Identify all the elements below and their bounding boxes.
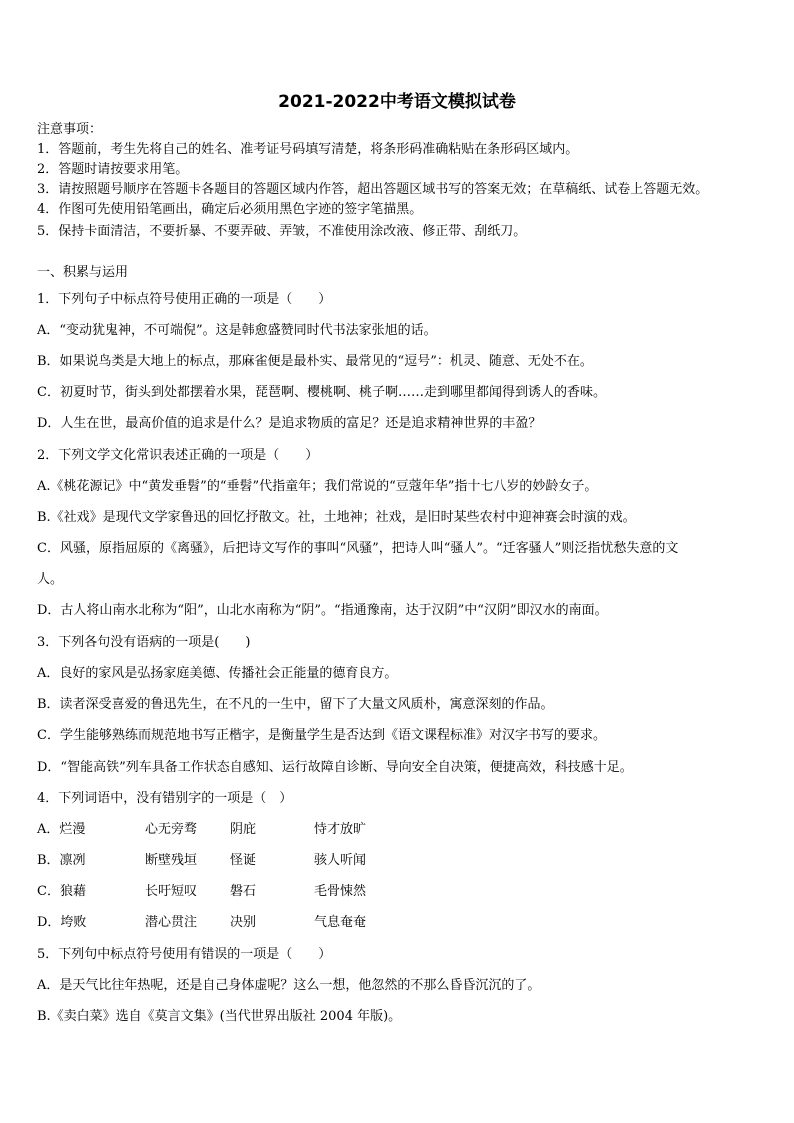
option-c-continued: 人。: [37, 572, 64, 587]
question-stem: 5．下列句中标点符号使用有错误的一项是（ ）: [37, 947, 332, 962]
option-c: C．初夏时节，街头到处都摆着水果，琵琶啊、樱桃啊、桃子啊……走到哪里都闻得到诱人的香味。: [37, 385, 606, 400]
section-heading: 一、积累与运用: [37, 265, 129, 280]
option-d: D．古人将山南水北称为“阳”，山北水南称为“阴”。“指通豫南，达于汉阴”中“汉阴”即汉水的南面。: [37, 603, 608, 618]
word-term: 怪诞: [230, 853, 257, 868]
option-d: D．人生在世，最高价值的追求是什么？是追求物质的富足？还是追求精神世界的丰盈？: [37, 416, 542, 431]
word-term: 气息奄奄: [314, 915, 367, 930]
word-term: 决别: [230, 915, 257, 930]
option-b: B．如果说鸟类是大地上的标点，那麻雀便是最朴实、最常见的“逗号”：机灵、随意、无处不在。: [37, 354, 593, 369]
question-stem: 1．下列句子中标点符号使用正确的一项是（ ）: [37, 292, 332, 307]
word-option-label: C．狼藉: [37, 884, 86, 899]
notice-item: 1．答题前，考生先将自己的姓名、准考证号码填写清楚，将条形码准确粘贴在条形码区域内。: [37, 142, 579, 157]
word-term: 长吁短叹: [145, 884, 198, 899]
word-option-label: D．垮败: [37, 915, 87, 930]
option-a: A．“变动犹鬼神，不可端倪”。这是韩愈盛赞同时代书法家张旭的话。: [37, 323, 437, 338]
option-d: D．“智能高铁”列车具备工作状态自感知、运行故障自诊断、导向安全自决策，便捷高效，科技感十足。: [37, 760, 633, 775]
question-stem: 3．下列各句没有语病的一项是( ): [37, 635, 251, 650]
word-term: 潜心贯注: [145, 915, 198, 930]
word-term: 磐石: [230, 884, 257, 899]
notice-item: 2．答题时请按要求用笔。: [37, 162, 189, 177]
notice-header: 注意事项：: [37, 122, 103, 137]
word-term: 恃才放旷: [314, 822, 367, 837]
option-b: B．读者深受喜爱的鲁迅先生，在不凡的一生中，留下了大量文风质朴，寓意深刻的作品。: [37, 697, 554, 712]
option-b: B.《社戏》是现代文学家鲁迅的回忆抒散文。社，土地神；社戏，是旧时某些农村中迎神赛会时演的戏。: [37, 510, 636, 525]
notice-item: 4．作图可先使用铅笔画出，确定后必须用黑色字迹的签字笔描黑。: [37, 202, 423, 217]
word-option-label: B．凛冽: [37, 853, 86, 868]
question-stem: 4．下列词语中，没有错别字的一项是（ ）: [37, 791, 293, 806]
option-a: A．是天气比往年热呢，还是自己身体虚呢？这么一想，他忽然的不那么昏昏沉沉的了。: [37, 978, 541, 993]
word-term: 毛骨悚然: [314, 884, 367, 899]
word-term: 阴庇: [230, 822, 257, 837]
question-stem: 2．下列文学文化常识表述正确的一项是（ ）: [37, 448, 319, 463]
option-a: A.《桃花源记》中“黄发垂髫”的“垂髫”代指童年；我们常说的“豆蔻年华”指十七八岁的妙龄女子。: [37, 479, 598, 494]
notice-item: 5．保持卡面清洁，不要折暴、不要弄破、弄皱，不准使用涂改液、修正带、刮纸刀。: [37, 224, 527, 239]
option-c: C．风骚，原指屈原的《离骚》，后把诗文写作的事叫“风骚”，把诗人叫“骚人”。“迁客骚人”则泛指忧愁失意的文: [37, 541, 679, 556]
option-b: B.《卖白菜》选自《莫言文集》(当代世界出版社 2004 年版)。: [37, 1009, 402, 1024]
word-term: 断壁残垣: [145, 853, 198, 868]
word-option-label: A．烂漫: [37, 822, 86, 837]
notice-item: 3．请按照题号顺序在答题卡各题目的答题区域内作答，超出答题区域书写的答案无效；在草稿纸、试卷上答题无效。: [37, 182, 709, 197]
option-c: C．学生能够熟练而规范地书写正楷字，是衡量学生是否达到《语文课程标准》对汉字书写的要求。: [37, 728, 606, 743]
option-a: A．良好的家风是弘扬家庭美德、传播社会正能量的德育良方。: [37, 666, 398, 681]
page-title: 2021-2022中考语文模拟试卷: [278, 92, 516, 112]
word-term: 心无旁骛: [145, 822, 198, 837]
word-term: 骇人听闻: [314, 853, 367, 868]
